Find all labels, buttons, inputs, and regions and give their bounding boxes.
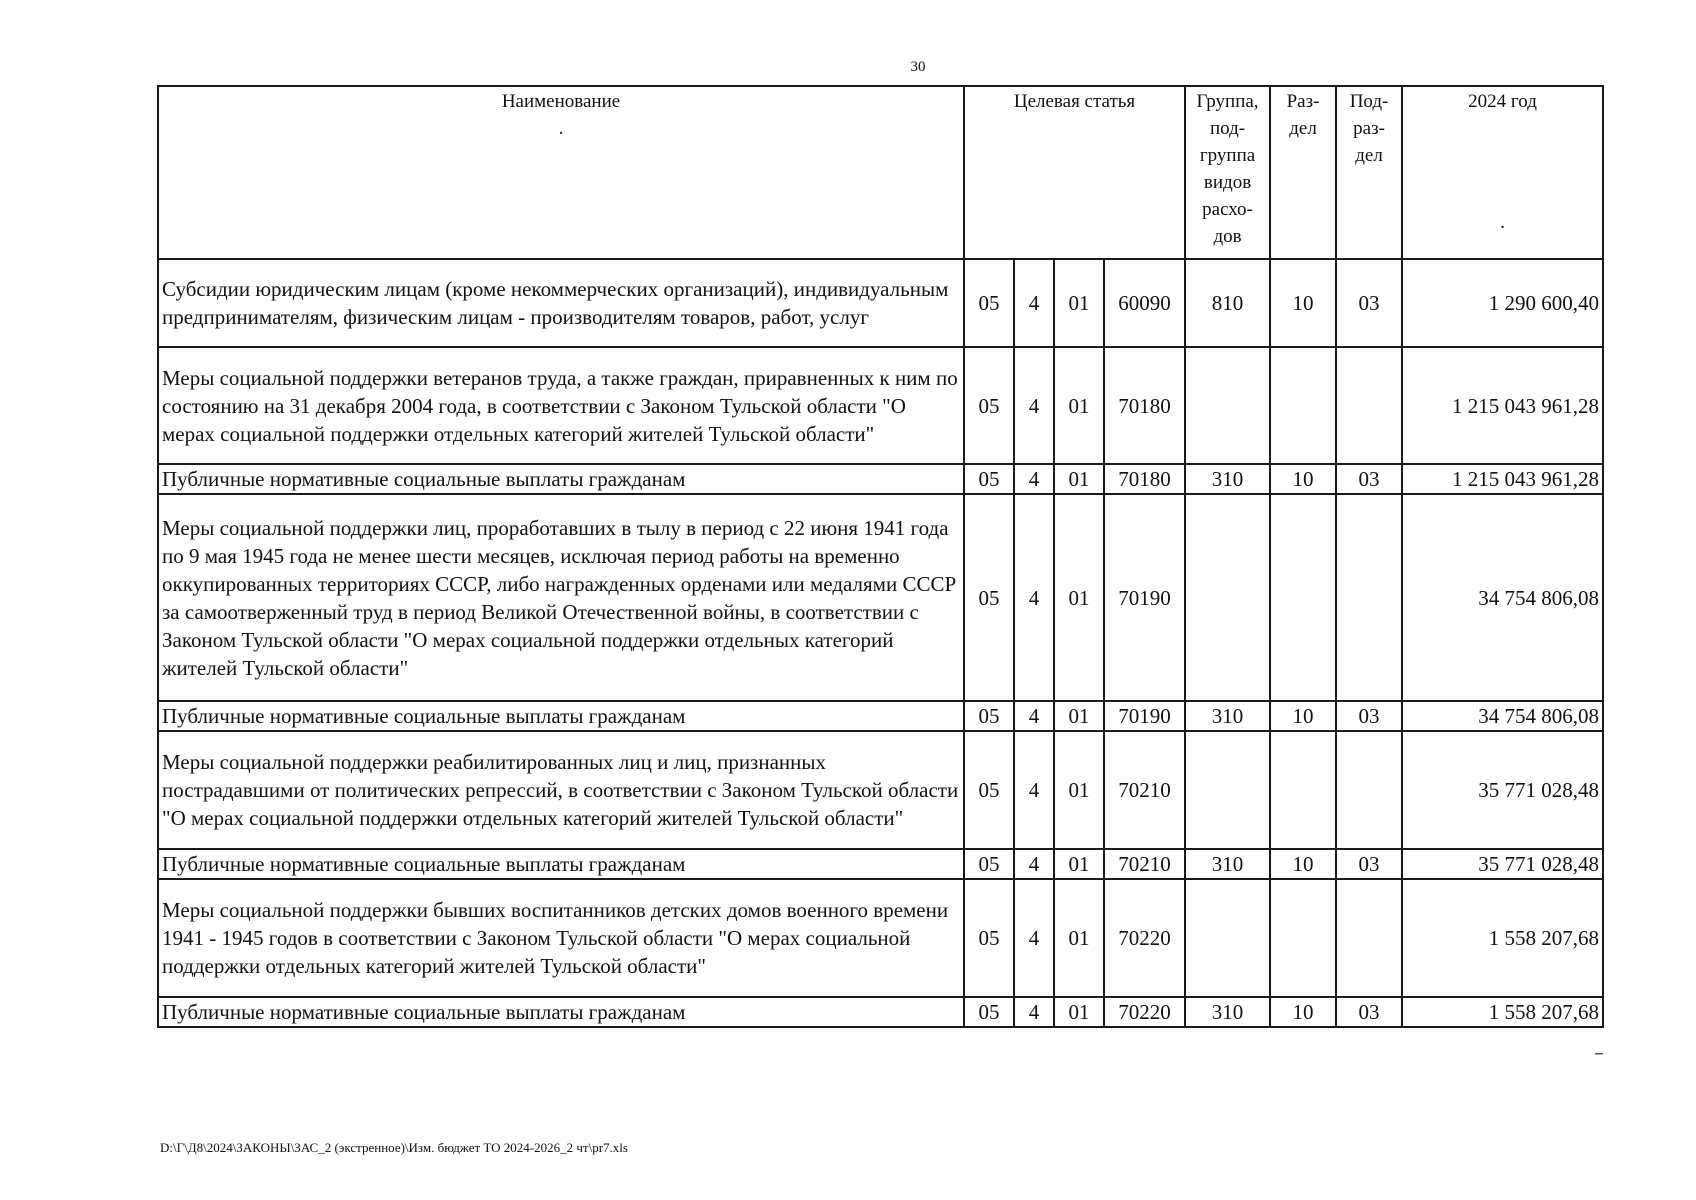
row-code-direction: 70190 (1104, 701, 1185, 731)
row-expense-group (1185, 879, 1270, 997)
row-expense-group: 310 (1185, 997, 1270, 1027)
row-code-event: 01 (1054, 701, 1104, 731)
table-row (158, 849, 1603, 879)
row-code-program: 05 (964, 997, 1014, 1027)
row-name: Публичные нормативные социальные выплаты гражданам (158, 849, 964, 879)
row-code-direction: 70210 (1104, 849, 1185, 879)
row-subsection (1336, 494, 1402, 701)
row-subsection (1336, 731, 1402, 849)
row-code-direction: 70210 (1104, 731, 1185, 849)
row-code-subprogram: 4 (1014, 849, 1054, 879)
row-section (1270, 347, 1336, 464)
scan-mark: ▁ (1595, 1044, 1603, 1055)
row-name: Меры социальной поддержки лиц, проработавших в тылу в период с 22 июня 1941 года по 9 мая 1945 года не менее шести месяцев, исключая период работы на временно оккупированных территориях СССР, либо награжденных орденами или медалями СССР за самоотверженный труд в период Великой Отечественной войны, в соответствии с Законом Тульской области "О мерах социальной поддержки отдельных категорий жителей Тульской области" (158, 494, 964, 701)
table-row (158, 347, 1603, 464)
row-code-subprogram: 4 (1014, 347, 1054, 464)
header-subsection: Под- раз- дел (1336, 86, 1402, 259)
budget-table (157, 85, 1604, 1028)
row-code-direction: 70190 (1104, 494, 1185, 701)
row-name: Публичные нормативные социальные выплаты гражданам (158, 701, 964, 731)
row-expense-group (1185, 494, 1270, 701)
row-expense-group: 310 (1185, 701, 1270, 731)
row-code-event: 01 (1054, 879, 1104, 997)
row-name: Субсидии юридическим лицам (кроме некоммерческих организаций), индивидуальным предпринимателям, физическим лицам - производителям товаров, работ, услуг (158, 259, 964, 347)
header-expense-group: Группа, под- группа видов расхо- дов (1185, 86, 1270, 259)
table-row (158, 464, 1603, 494)
table-row (158, 997, 1603, 1027)
row-code-direction: 70220 (1104, 879, 1185, 997)
row-code-event: 01 (1054, 259, 1104, 347)
row-expense-group (1185, 347, 1270, 464)
header-name: Наименование · (158, 86, 964, 259)
row-code-event: 01 (1054, 849, 1104, 879)
row-amount: 1 215 043 961,28 (1402, 347, 1603, 464)
row-expense-group: 310 (1185, 464, 1270, 494)
table-row (158, 731, 1603, 849)
row-section (1270, 879, 1336, 997)
row-subsection (1336, 879, 1402, 997)
row-subsection: 03 (1336, 849, 1402, 879)
row-section: 10 (1270, 997, 1336, 1027)
row-code-program: 05 (964, 464, 1014, 494)
row-subsection: 03 (1336, 997, 1402, 1027)
row-code-direction: 70180 (1104, 347, 1185, 464)
row-code-event: 01 (1054, 997, 1104, 1027)
row-section: 10 (1270, 464, 1336, 494)
row-name: Публичные нормативные социальные выплаты гражданам (158, 464, 964, 494)
row-code-program: 05 (964, 347, 1014, 464)
row-code-event: 01 (1054, 347, 1104, 464)
row-amount: 1 215 043 961,28 (1402, 464, 1603, 494)
row-code-program: 05 (964, 879, 1014, 997)
table-row (158, 494, 1603, 701)
row-code-program: 05 (964, 701, 1014, 731)
header-year: 2024 год · (1402, 86, 1603, 259)
row-name: Меры социальной поддержки реабилитированных лиц и лиц, признанных пострадавшими от политических репрессий, в соответствии с Законом Тульской области "О мерах социальной поддержки отдельных категорий жителей Тульской области" (158, 731, 964, 849)
row-code-event: 01 (1054, 494, 1104, 701)
row-subsection: 03 (1336, 701, 1402, 731)
row-amount: 1 558 207,68 (1402, 879, 1603, 997)
row-amount: 35 771 028,48 (1402, 849, 1603, 879)
row-section (1270, 731, 1336, 849)
row-code-program: 05 (964, 731, 1014, 849)
row-expense-group (1185, 731, 1270, 849)
row-code-direction: 70220 (1104, 997, 1185, 1027)
row-section: 10 (1270, 259, 1336, 347)
row-code-subprogram: 4 (1014, 701, 1054, 731)
page-number: 30 (910, 59, 926, 75)
table-row (158, 879, 1603, 997)
row-section (1270, 494, 1336, 701)
row-amount: 1 558 207,68 (1402, 997, 1603, 1027)
row-code-event: 01 (1054, 731, 1104, 849)
row-code-subprogram: 4 (1014, 464, 1054, 494)
row-code-program: 05 (964, 849, 1014, 879)
row-code-event: 01 (1054, 464, 1104, 494)
table-row (158, 259, 1603, 347)
row-code-direction: 60090 (1104, 259, 1185, 347)
row-section: 10 (1270, 701, 1336, 731)
table-row (158, 701, 1603, 731)
table-header-row (158, 86, 1603, 259)
row-amount: 34 754 806,08 (1402, 494, 1603, 701)
footer-file-path: D:\Г\Д8\2024\ЗАКОНЫ\ЗАС_2 (экстренное)\Изм. бюджет ТО 2024-2026_2 чт\pr7.xls (160, 1140, 628, 1155)
row-name: Меры социальной поддержки ветеранов труда, а также граждан, приравненных к ним по состоянию на 31 декабря 2004 года, в соответствии с Законом Тульской области "О мерах социальной поддержки отдельных категорий жителей Тульской области" (158, 347, 964, 464)
row-name: Публичные нормативные социальные выплаты гражданам (158, 997, 964, 1027)
row-code-subprogram: 4 (1014, 879, 1054, 997)
row-code-subprogram: 4 (1014, 259, 1054, 347)
row-amount: 1 290 600,40 (1402, 259, 1603, 347)
row-code-program: 05 (964, 259, 1014, 347)
row-code-program: 05 (964, 494, 1014, 701)
row-expense-group: 810 (1185, 259, 1270, 347)
header-target-article: Целевая статья (964, 86, 1185, 259)
row-code-subprogram: 4 (1014, 731, 1054, 849)
header-section: Раз- дел (1270, 86, 1336, 259)
row-subsection (1336, 347, 1402, 464)
row-code-direction: 70180 (1104, 464, 1185, 494)
row-section: 10 (1270, 849, 1336, 879)
row-subsection: 03 (1336, 464, 1402, 494)
row-amount: 34 754 806,08 (1402, 701, 1603, 731)
row-code-subprogram: 4 (1014, 997, 1054, 1027)
row-name: Меры социальной поддержки бывших воспитанников детских домов военного времени 1941 - 1945 годов в соответствии с Законом Тульской области "О мерах социальной поддержки отдельных категорий жителей Тульской области" (158, 879, 964, 997)
row-expense-group: 310 (1185, 849, 1270, 879)
row-subsection: 03 (1336, 259, 1402, 347)
row-code-subprogram: 4 (1014, 494, 1054, 701)
row-amount: 35 771 028,48 (1402, 731, 1603, 849)
